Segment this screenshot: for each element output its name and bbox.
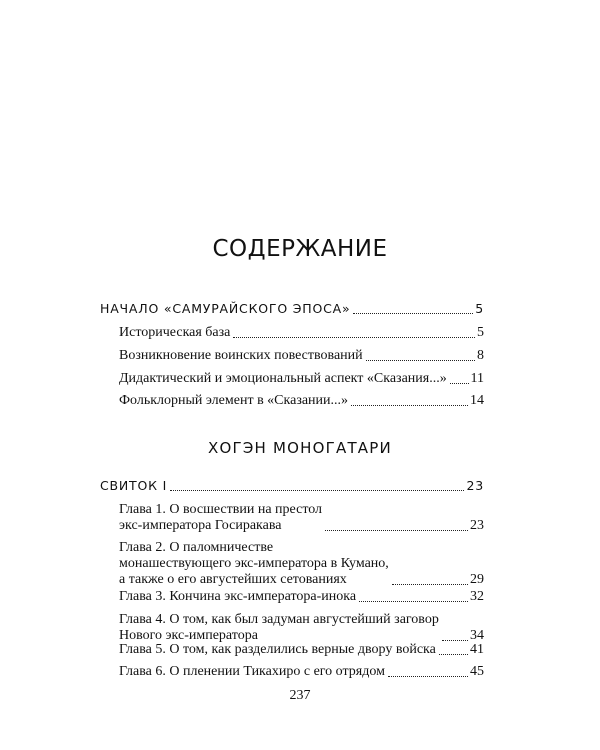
entry-page: 29 [470,572,484,587]
dot-leader [359,601,468,602]
entry-page: 32 [470,589,484,604]
entry-label: Глава 3. Кончина экс-императора-инока [119,589,357,604]
entry-label: Глава 1. О восшествии на престол экс-императора Госиракава [119,502,323,533]
entry-page: 5 [475,301,484,316]
toc-entry-scroll[interactable] [100,478,484,494]
entry-label: Историческая база [119,325,231,340]
entry-label: НАЧАЛО «САМУРАЙСКОГО ЭПОСА» [100,301,351,316]
dot-leader [351,405,468,406]
dot-leader [325,530,468,531]
dot-leader [366,360,475,361]
dot-leader [353,313,473,314]
entry-page: 34 [470,628,484,643]
entry-label: Глава 2. О паломничестве монашествующего экс-императора в Кумано, а также о его августейших сетованиях [119,540,389,587]
toc-heading: СОДЕРЖАНИЕ [212,236,388,262]
toc-entry-chapter[interactable] [119,589,484,605]
entry-page: 14 [470,393,484,408]
toc-entry-chapter[interactable] [119,642,484,658]
toc-entry-part[interactable] [100,301,484,317]
entry-page: 41 [470,642,484,657]
entry-page: 11 [470,371,484,386]
toc-entry-chapter[interactable] [119,664,484,680]
dot-leader [442,640,468,641]
toc-entry[interactable] [119,371,484,387]
entry-page: 8 [477,348,484,363]
entry-label: СВИТОК I [100,478,168,493]
entry-label: Возникновение воинских повествований [119,348,363,363]
toc-entry-chapter[interactable] [119,502,484,534]
section-title: ХОГЭН МОНОГАТАРИ [208,439,392,457]
entry-page: 23 [466,478,484,493]
entry-label: Дидактический и эмоциональный аспект «Сказания...» [119,371,447,386]
dot-leader [170,490,464,491]
entry-label: Глава 5. О том, как разделились верные двору войска [119,642,436,657]
entry-page: 23 [470,518,484,533]
entry-page: 5 [477,325,484,340]
dot-leader [439,654,468,655]
entry-page: 45 [470,664,484,679]
entry-label: Фольклорный элемент в «Сказании...» [119,393,349,408]
dot-leader [450,383,469,384]
dot-leader [388,676,468,677]
entry-label: Глава 4. О том, как был задуман августейший заговор Нового экс-императора [119,612,439,643]
toc-entry[interactable] [119,325,484,341]
dot-leader [233,337,475,338]
toc-entry-chapter[interactable] [119,612,484,644]
page-number: 237 [289,688,311,703]
toc-entry-chapter[interactable] [119,540,484,588]
toc-entry[interactable] [119,393,484,409]
toc-entry[interactable] [119,348,484,364]
entry-label: Глава 6. О пленении Тикахиро с его отрядом [119,664,385,679]
dot-leader [392,584,468,585]
